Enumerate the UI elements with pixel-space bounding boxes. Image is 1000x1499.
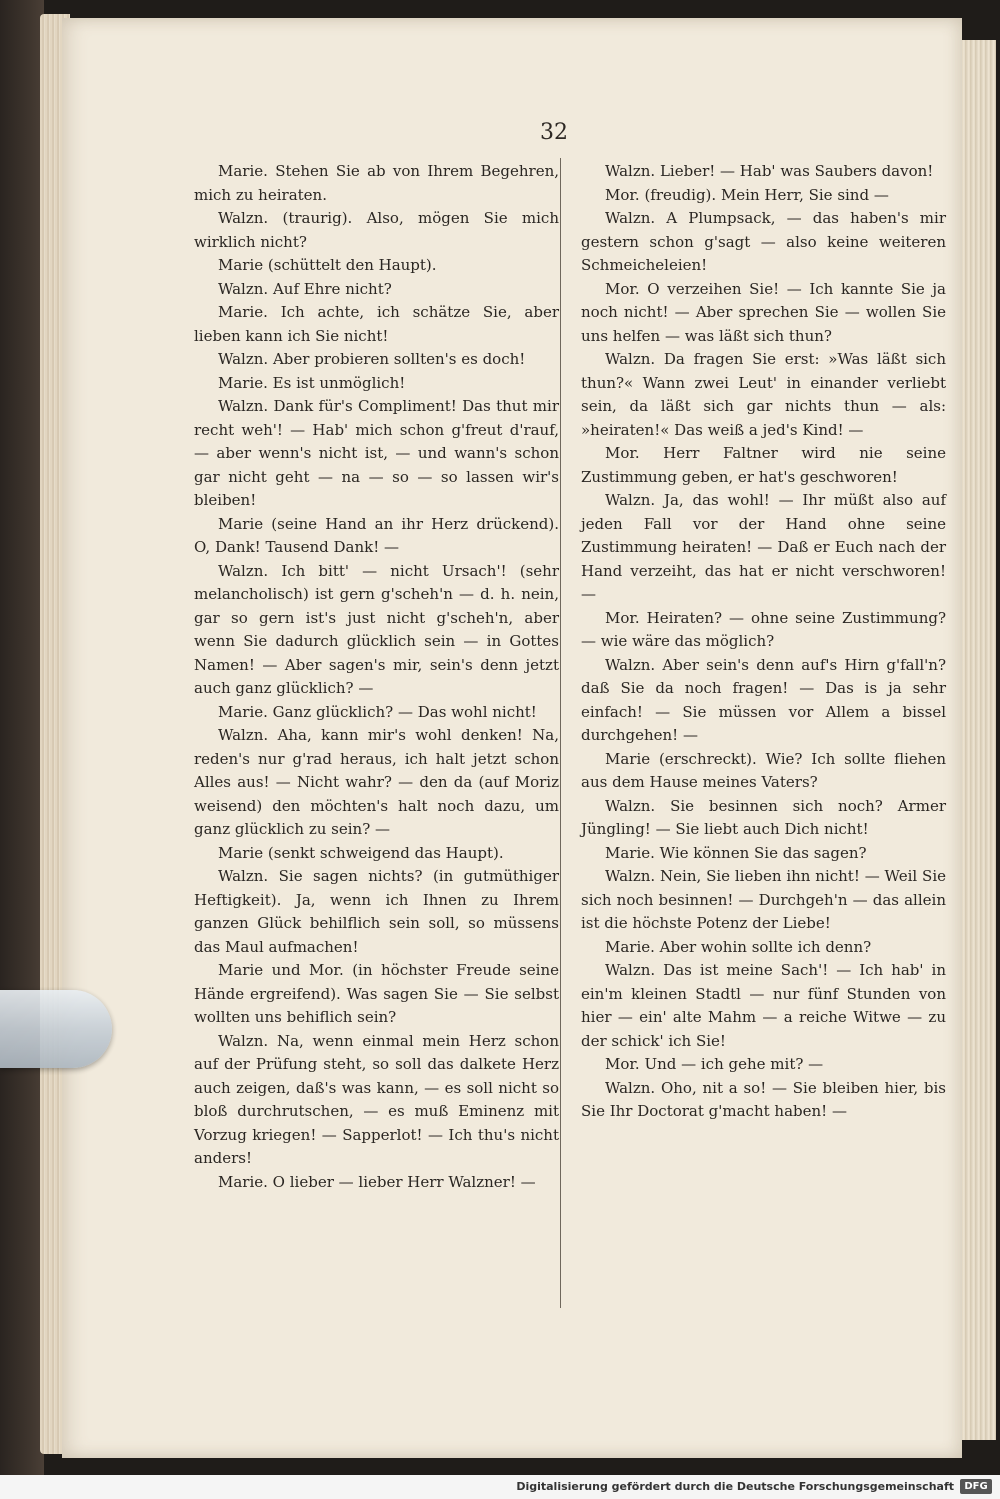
paragraph: Marie (seine Hand an ihr Herz drückend). O, Dank! Tausend Dank! — (194, 514, 559, 556)
footer-bar (0, 1475, 1000, 1499)
paragraph: Marie (erschreckt). Wie? Ich sollte fliehen aus dem Hause meines Vaters? (581, 749, 946, 791)
paragraph: Marie. Stehen Sie ab von Ihrem Begehren, mich zu heiraten. (194, 162, 559, 204)
paragraph: Marie. O lieber — lieber Herr Walzner! — (218, 1172, 536, 1191)
paragraph: Walzn. Sie sagen nichts? (in gutmüthiger Heftigkeit). Ja, wenn ich Ihnen zu Ihrem ganzen Glück behilflich sein soll, so müssens das Maul aufmachen! (194, 867, 559, 956)
page-number: 32 (540, 120, 568, 145)
paragraph: Marie (senkt schweigend das Haupt). (218, 843, 504, 862)
paragraph: Walzn. Aha, kann mir's wohl denken! Na, reden's nur g'rad heraus, ich halt jetzt schon Alles aus! — Nicht wahr? — den da (auf Moriz weisend) den möchten's halt noch dazu, um ganz glücklich zu sein? — (194, 726, 559, 838)
paragraph: Mor. Und — ich gehe mit? — (605, 1055, 824, 1073)
paragraph: Marie (schüttelt den Haupt). (218, 256, 437, 274)
paragraph: Walzn. Na, wenn einmal mein Herz schon auf der Prüfung steht, so soll das dalkete Herz auch zeigen, daß's was kann, — es soll nicht so bloß durchrutschen, — es muß Eminenz mit Vorzug kriegen! — Sapperlot! — Ich thu's nicht anders! (194, 1031, 559, 1167)
right-column (581, 160, 946, 1124)
paragraph: Marie. Es ist unmöglich! (218, 373, 406, 392)
paragraph: Mor. (freudig). Mein Herr, Sie sind — (605, 185, 889, 204)
column-divider (560, 158, 561, 1308)
paragraph: Marie. Wie können Sie das sagen? (605, 843, 867, 862)
paragraph: Walzn. Aber probieren sollten's es doch! (218, 350, 526, 368)
left-column (194, 160, 559, 1194)
paragraph: Walzn. Aber sein's denn auf's Hirn g'fall'n? daß Sie da noch fragen! — Das is ja sehr einfach! — Sie müssen vor Allem a bissel durchgehen! — (581, 655, 946, 744)
plastic-page-clip (0, 990, 112, 1068)
funding-notice: Digitalisierung gefördert durch die Deutsche Forschungsgemeinschaft (516, 1480, 954, 1493)
paragraph: Walzn. A Plumpsack, — das haben's mir gestern schon g'sagt — also keine weiteren Schmeicheleien! (581, 209, 946, 274)
paragraph: Marie. Aber wohin sollte ich denn? (605, 937, 872, 956)
paragraph: Walzn. Dank für's Compliment! Das thut mir recht weh'! — Hab' mich schon g'freut d'rauf, — aber wenn's nicht ist, — und wann's schon gar nicht geht — na — so — so lassen wir's bleiben! (194, 397, 559, 509)
paragraph: Walzn. (traurig). Also, mögen Sie mich wirklich nicht? (194, 209, 559, 251)
book-cover-left (0, 0, 44, 1475)
paragraph: Walzn. Da fragen Sie erst: »Was läßt sich thun?« Wann zwei Leut' in einander verliebt sein, da läßt sich gar nichts thun — als: »heiraten!« Das weiß a jed's Kind! — (581, 350, 946, 439)
paragraph: Mor. Herr Faltner wird nie seine Zustimmung geben, er hat's geschworen! (581, 444, 946, 486)
paragraph: Mor. O verzeihen Sie! — Ich kannte Sie ja noch nicht! — Aber sprechen Sie — wollen Sie uns helfen — was läßt sich thun? (581, 279, 946, 345)
paragraph: Walzn. Nein, Sie lieben ihn nicht! — Weil Sie sich noch besinnen! — Durchgeh'n — das allein ist die höchste Potenz der Liebe! (581, 867, 946, 932)
paragraph: Walzn. Sie besinnen sich noch? Armer Jüngling! — Sie liebt auch Dich nicht! (581, 796, 946, 838)
paragraph: Walzn. Das ist meine Sach'! — Ich hab' in ein'm kleinen Stadtl — nur fünf Stunden von hier — ein' alte Mahm — a reiche Witwe — zu der schick' ich Sie! (581, 961, 946, 1050)
paragraph: Walzn. Ja, das wohl! — Ihr müßt also auf jeden Fall vor der Hand ohne seine Zustimmung heiraten! — Daß er Euch nach der Hand verzeiht, das hat er nicht verschworen! — (581, 491, 946, 603)
paragraph: Marie und Mor. (in höchster Freude seine Hände ergreifend). Was sagen Sie — Sie selbst wollten uns behiflich sein? (194, 961, 559, 1026)
paragraph: Walzn. Lieber! — Hab' was Saubers davon! (605, 162, 934, 180)
paragraph: Walzn. Auf Ehre nicht? (218, 279, 392, 298)
paragraph: Marie. Ich achte, ich schätze Sie, aber lieben kann ich Sie nicht! (194, 303, 559, 345)
paragraph: Walzn. Oho, nit a so! — Sie bleiben hier, bis Sie Ihr Doctorat g'macht haben! — (581, 1078, 946, 1120)
paragraph: Marie. Ganz glücklich? — Das wohl nicht! (218, 702, 537, 721)
dfg-logo-icon: DFG (960, 1479, 992, 1494)
paragraph: Mor. Heiraten? — ohne seine Zustimmung? — wie wäre das möglich? (581, 608, 946, 650)
paragraph: Walzn. Ich bitt' — nicht Ursach'! (sehr melancholisch) ist gern g'scheh'n — d. h. nein, gar so gern ist's just nicht g'scheh'n, aber wenn Sie dadurch glücklich sein — in Gottes Namen! — Aber sagen's mir, sein's denn jetzt auch ganz glücklich? — (194, 561, 559, 697)
